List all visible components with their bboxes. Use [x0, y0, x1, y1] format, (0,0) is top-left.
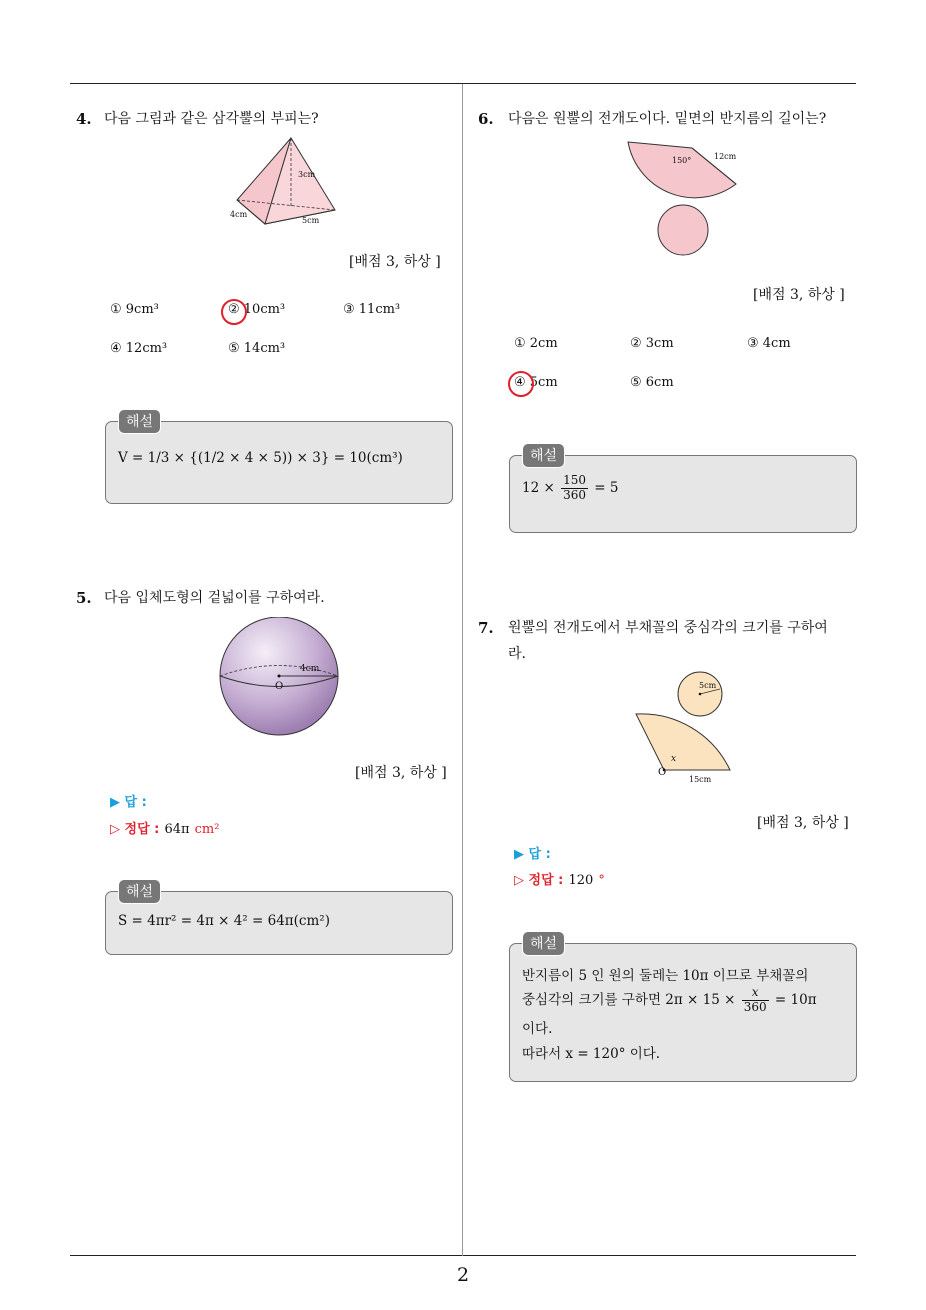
q5-score: [배점 3, 하상 ]: [355, 765, 447, 781]
q6-option-3[interactable]: ③ 4cm: [747, 336, 791, 351]
column-divider: [462, 84, 463, 1256]
q7-label-15cm: 15cm: [689, 775, 712, 784]
q7-label-O: O: [658, 767, 667, 778]
q7-text-line2: 라.: [508, 646, 526, 662]
q4-text: 다음 그림과 같은 삼각뿔의 부피는?: [104, 111, 319, 127]
q6-score: [배점 3, 하상 ]: [753, 287, 845, 303]
q6-option-4[interactable]: ④ 5cm: [514, 375, 558, 390]
q7-label-x: x: [671, 754, 677, 764]
page-number: 2: [456, 1264, 470, 1286]
q4-option-1[interactable]: ① 9cm³: [110, 302, 159, 317]
q5-answer-label: ▶ 답 :: [110, 795, 147, 810]
q5-correct-label: ▷ 정답 :: [110, 822, 160, 837]
q4-option-3[interactable]: ③ 11cm³: [343, 302, 401, 317]
q6-option-2[interactable]: ② 3cm: [630, 336, 674, 351]
q7-explain-line2: [522, 986, 817, 1015]
q5-text: 다음 입체도형의 겉넓이를 구하여라.: [104, 590, 325, 606]
q7-explain-den: 360: [743, 999, 767, 1014]
q4-option-5[interactable]: ⑤ 14cm³: [228, 341, 286, 356]
q7-explain-line2a: 중심각의 크기를 구하면 2π × 15 ×: [522, 991, 736, 1008]
top-rule: [70, 83, 856, 84]
q6-explain-formula: [522, 474, 618, 503]
q6-explain-suffix: = 5: [594, 479, 619, 496]
q7-cone-net-figure: [630, 670, 740, 782]
q7-explain-line4: 따라서 x = 120° 이다.: [522, 1046, 661, 1062]
q6-label-radius: 12cm: [714, 152, 737, 161]
q5-correct-unit: cm²: [194, 822, 220, 837]
q6-marked-answer-circle: [508, 371, 534, 397]
q7-explain-tag: 해설: [522, 931, 565, 956]
q7-score: [배점 3, 하상 ]: [757, 815, 849, 831]
q4-option-2[interactable]: ② 10cm³: [228, 302, 286, 317]
q7-explain-line1: 반지름이 5 인 원의 둘레는 10π 이므로 부채꼴의: [522, 968, 809, 984]
q5-explain-tag: 해설: [118, 879, 161, 904]
q5-label-center: O: [275, 681, 284, 692]
q7-correct-row: [514, 869, 605, 888]
q5-correct-value: 64π: [164, 822, 190, 837]
q7-label-5cm: 5cm: [699, 681, 717, 690]
q7-correct-unit: °: [598, 873, 605, 888]
q4-explain-tag: 해설: [118, 409, 161, 434]
q7-explain-fraction: [742, 986, 769, 1015]
q7-explain-line2b: = 10π: [774, 991, 817, 1008]
q4-option-4[interactable]: ④ 12cm³: [110, 341, 168, 356]
q6-text: 다음은 원뿔의 전개도이다. 밑면의 반지름의 길이는?: [508, 111, 827, 127]
q4-label-5cm: 5cm: [302, 216, 320, 225]
q5-label-radius: 4cm: [300, 664, 320, 674]
q6-option-1[interactable]: ① 2cm: [514, 336, 558, 351]
q7-explain-line3: 이다.: [522, 1021, 553, 1037]
q6-number: 6.: [478, 110, 494, 128]
q5-correct-row: [110, 818, 219, 837]
q7-text-line1: 원뿔의 전개도에서 부채꼴의 중심각의 크기를 구하여: [508, 620, 828, 636]
q7-answer-label: ▶ 답 :: [514, 847, 551, 862]
q7-explain-box: [509, 943, 857, 1082]
q7-explain-num: x: [742, 986, 769, 1001]
q4-label-4cm: 4cm: [230, 210, 248, 219]
q6-explain-fraction: [561, 474, 588, 503]
q5-sphere-figure: [218, 617, 342, 739]
q6-explain-num: 150: [563, 473, 586, 487]
q4-number: 4.: [76, 110, 92, 128]
q6-option-5[interactable]: ⑤ 6cm: [630, 375, 674, 390]
q6-explain-den: 360: [563, 487, 586, 502]
q6-label-angle: 150°: [672, 156, 692, 165]
q7-correct-value: 120: [568, 873, 594, 888]
q7-number: 7.: [478, 619, 494, 637]
q5-explain-formula: S = 4πr² = 4π × 4² = 64π(cm²): [118, 913, 330, 929]
q6-explain-prefix: 12 ×: [522, 479, 555, 496]
q7-correct-label: ▷ 정답 :: [514, 873, 564, 888]
q5-number: 5.: [76, 589, 92, 607]
bottom-rule: [70, 1255, 856, 1256]
q4-marked-answer-circle: [221, 299, 247, 325]
q4-label-height: 3cm: [298, 170, 316, 179]
q4-score: [배점 3, 하상 ]: [349, 254, 441, 270]
q6-explain-tag: 해설: [522, 443, 565, 468]
q4-explain-formula: V = 1/3 × {(1/2 × 4 × 5)) × 3} = 10(cm³): [118, 450, 403, 466]
